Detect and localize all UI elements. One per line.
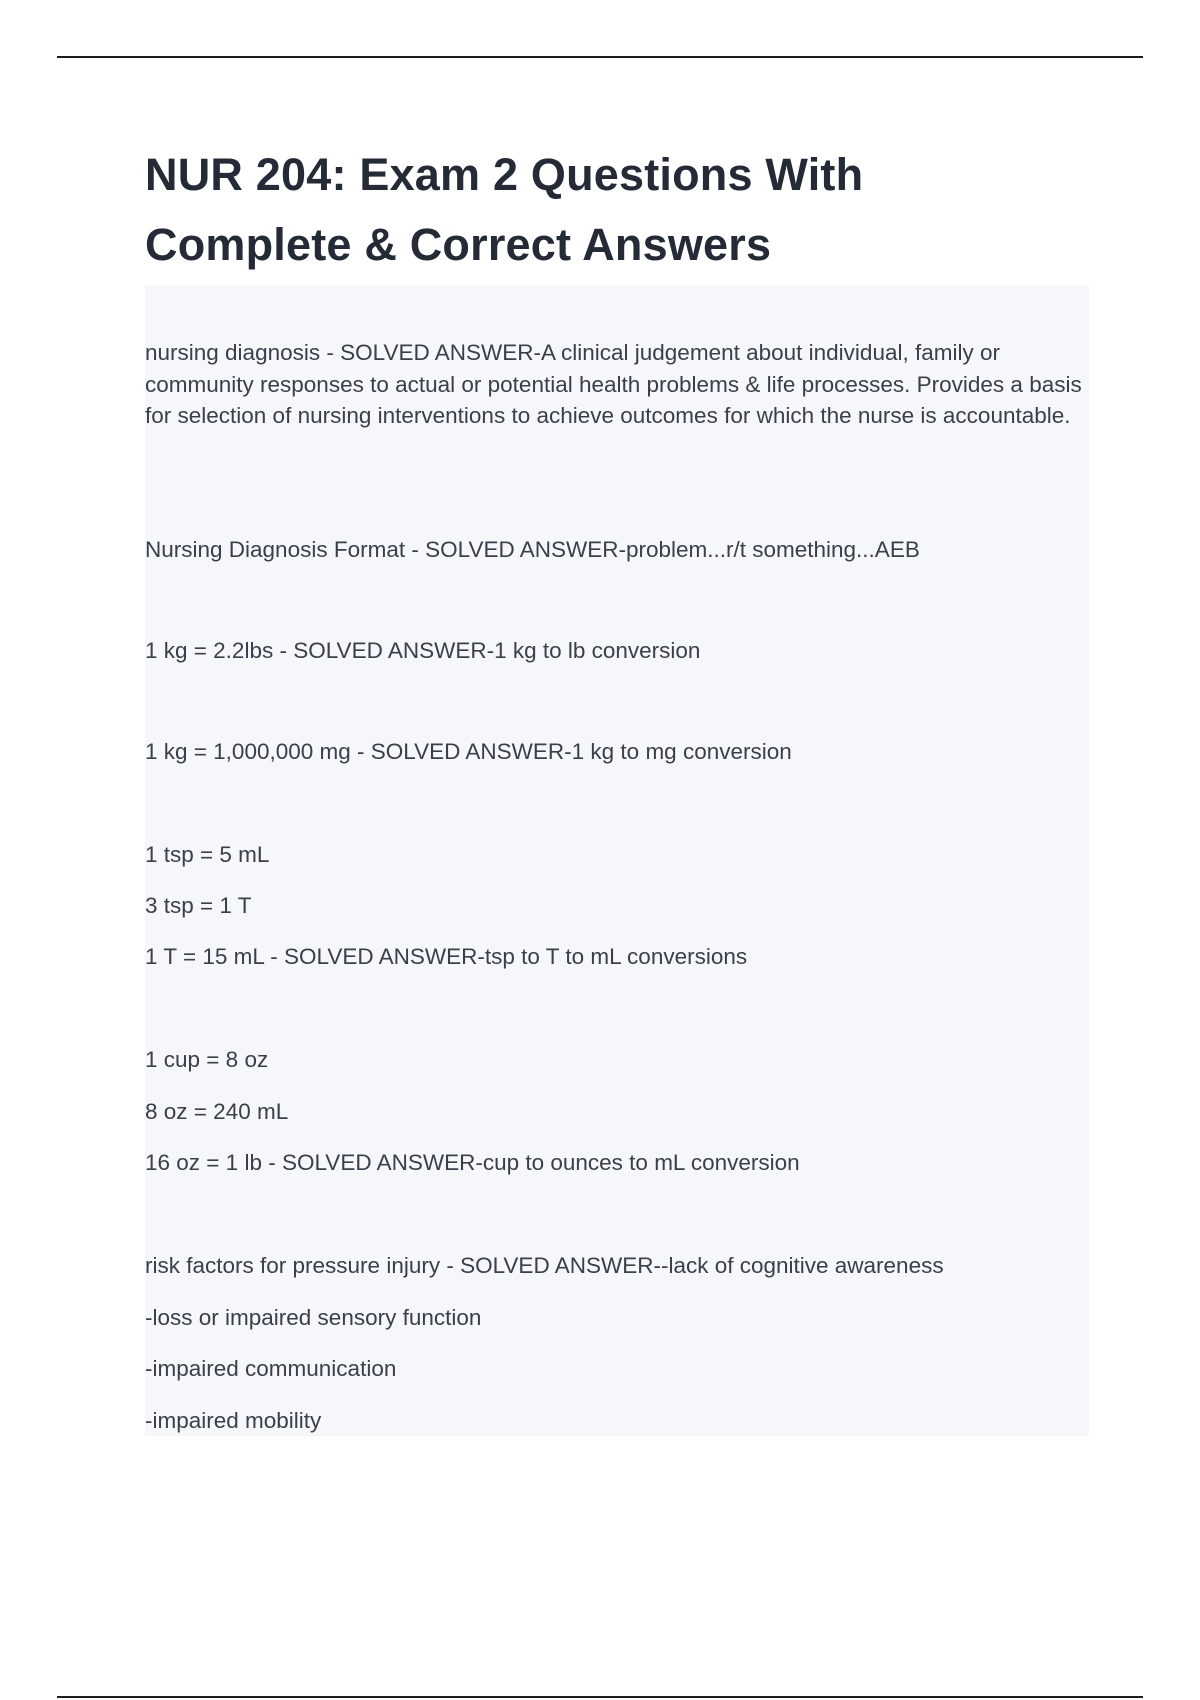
qa-cup-line-2: 8 oz = 240 mL xyxy=(145,1099,289,1124)
qa-tsp-line-3: 1 T = 15 mL - SOLVED ANSWER-tsp to T to mL conversions xyxy=(145,944,748,969)
bottom-rule xyxy=(57,1696,1143,1698)
title-line-2: Complete & Correct Answers xyxy=(145,219,772,270)
qa-risk-line-4: -impaired mobility xyxy=(145,1408,322,1433)
page-title xyxy=(145,140,1105,280)
qa-tsp-line-2: 3 tsp = 1 T xyxy=(145,893,252,918)
qa-risk-line-3: -impaired communication xyxy=(145,1356,397,1381)
qa-kg-to-lb: 1 kg = 2.2lbs - SOLVED ANSWER-1 kg to lb conversion xyxy=(145,638,701,663)
title-line-1: NUR 204: Exam 2 Questions With xyxy=(145,149,864,200)
qa-diagnosis-format: Nursing Diagnosis Format - SOLVED ANSWER-problem...r/t something...AEB xyxy=(145,537,920,562)
qa-cup-line-3: 16 oz = 1 lb - SOLVED ANSWER-cup to ounces to mL conversion xyxy=(145,1150,800,1175)
qa-nursing-diagnosis: nursing diagnosis - SOLVED ANSWER-A clinical judgement about individual, family or community responses to actual or potential health problems & life processes. Provides a basis for selection of nursing interventions to achieve outcomes for which the nurse is accountable. xyxy=(145,340,1082,428)
qa-risk-line-2: -loss or impaired sensory function xyxy=(145,1305,482,1330)
top-rule xyxy=(57,56,1143,58)
qa-risk-line-1: risk factors for pressure injury - SOLVED ANSWER--lack of cognitive awareness xyxy=(145,1253,944,1278)
qa-cup-line-1: 1 cup = 8 oz xyxy=(145,1047,269,1072)
qa-kg-to-mg: 1 kg = 1,000,000 mg - SOLVED ANSWER-1 kg to mg conversion xyxy=(145,739,792,764)
qa-tsp-line-1: 1 tsp = 5 mL xyxy=(145,842,270,867)
